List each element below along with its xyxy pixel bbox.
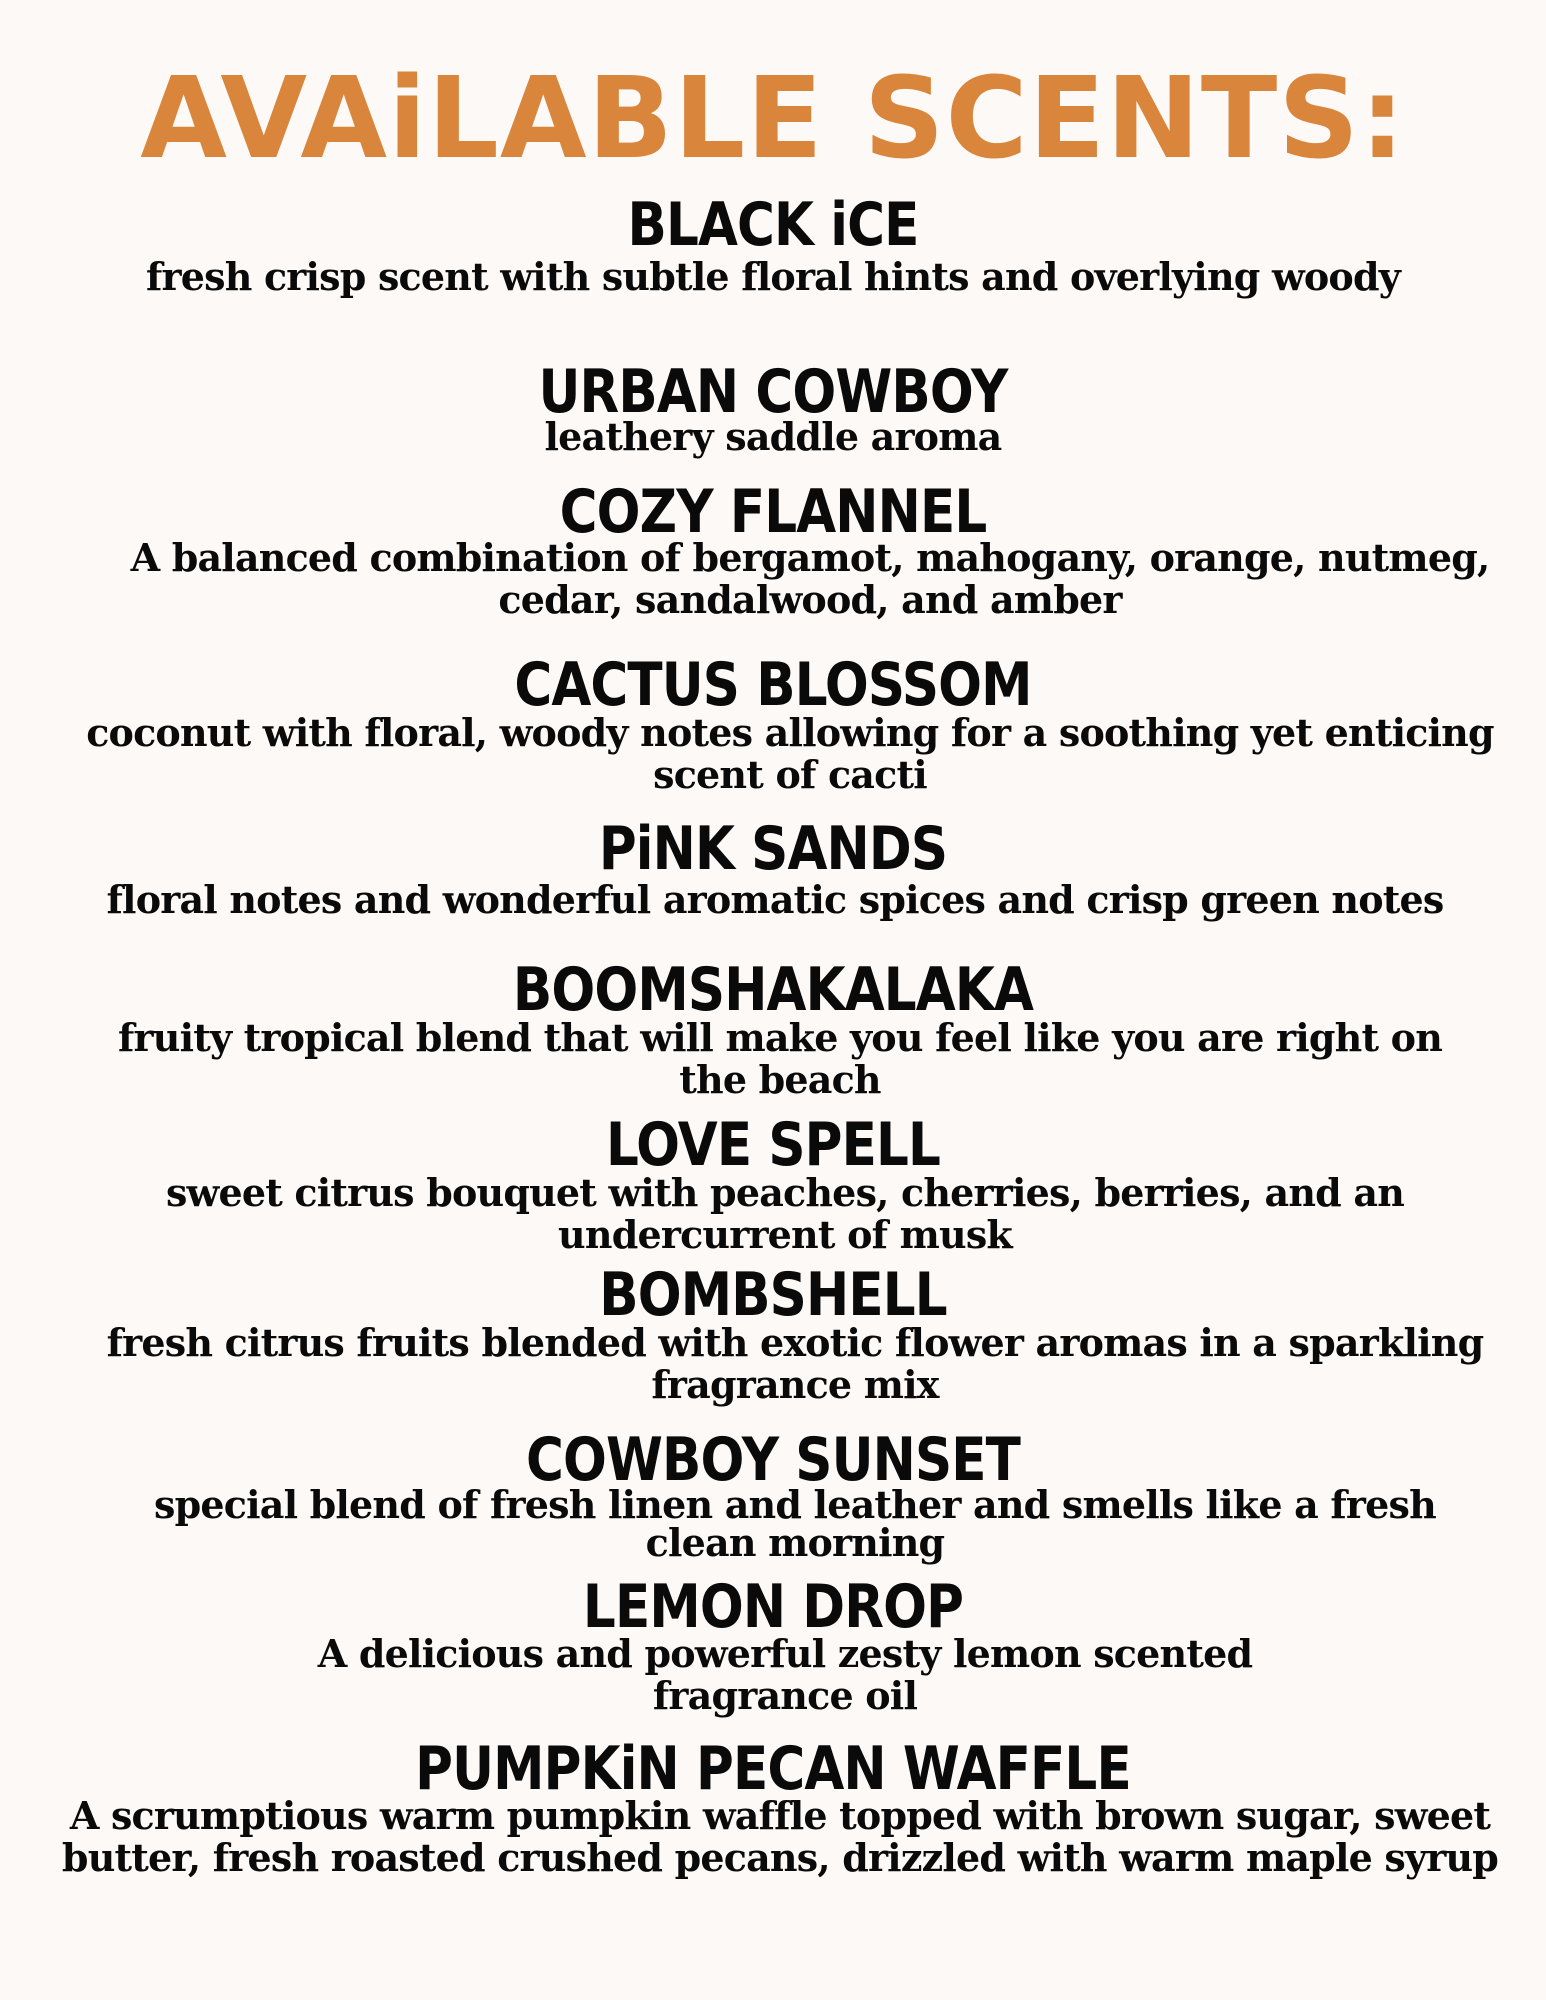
scent-name: BOMBSHELL [599, 1260, 947, 1330]
scent-description: floral notes and wonderful aromatic spices and crisp green notes [106, 877, 1444, 922]
scent-description: A scrumptious warm pumpkin waffle topped with brown sugar, sweet butter, fresh roasted crushed pecans, drizzled with warm maple syrup [61, 1793, 1499, 1880]
scent-name: CACTUS BLOSSOM [514, 650, 1032, 720]
scent-description: A balanced combination of bergamot, mahogany, orange, nutmeg, cedar, sandalwood, and amber [130, 535, 1490, 622]
scent-name: URBAN COWBOY [538, 357, 1008, 427]
scent-name: COWBOY SUNSET [525, 1425, 1021, 1495]
scent-description: special blend of fresh linen and leather and smells like a fresh clean morning [154, 1482, 1436, 1565]
scent-description: sweet citrus bouquet with peaches, cherries, berries, and an undercurrent of musk [165, 1170, 1405, 1257]
scent-description: fresh crisp scent with subtle floral hints and overlying woody [145, 254, 1401, 299]
scent-description: fruity tropical blend that will make you feel like you are right on the beach [117, 1015, 1443, 1102]
scent-description: leathery saddle aroma [544, 414, 1002, 459]
scent-name: BOOMSHAKALAKA [512, 955, 1034, 1025]
scent-name: PUMPKiN PECAN WAFFLE [415, 1734, 1131, 1804]
scent-description: coconut with floral, woody notes allowing for a soothing yet enticing scent of cacti [86, 710, 1494, 797]
scent-description: A delicious and powerful zesty lemon scented fragrance oil [317, 1631, 1253, 1718]
page-title: AVAiLABLE SCENTS: [140, 54, 1406, 184]
scent-description: fresh citrus fruits blended with exotic flower aromas in a sparkling fragrance mix [106, 1320, 1484, 1407]
scent-name: LOVE SPELL [605, 1110, 941, 1180]
scent-name: PiNK SANDS [598, 814, 948, 884]
scent-name: LEMON DROP [582, 1572, 964, 1642]
scent-name: BLACK iCE [627, 190, 919, 260]
scent-name: COZY FLANNEL [559, 477, 987, 547]
